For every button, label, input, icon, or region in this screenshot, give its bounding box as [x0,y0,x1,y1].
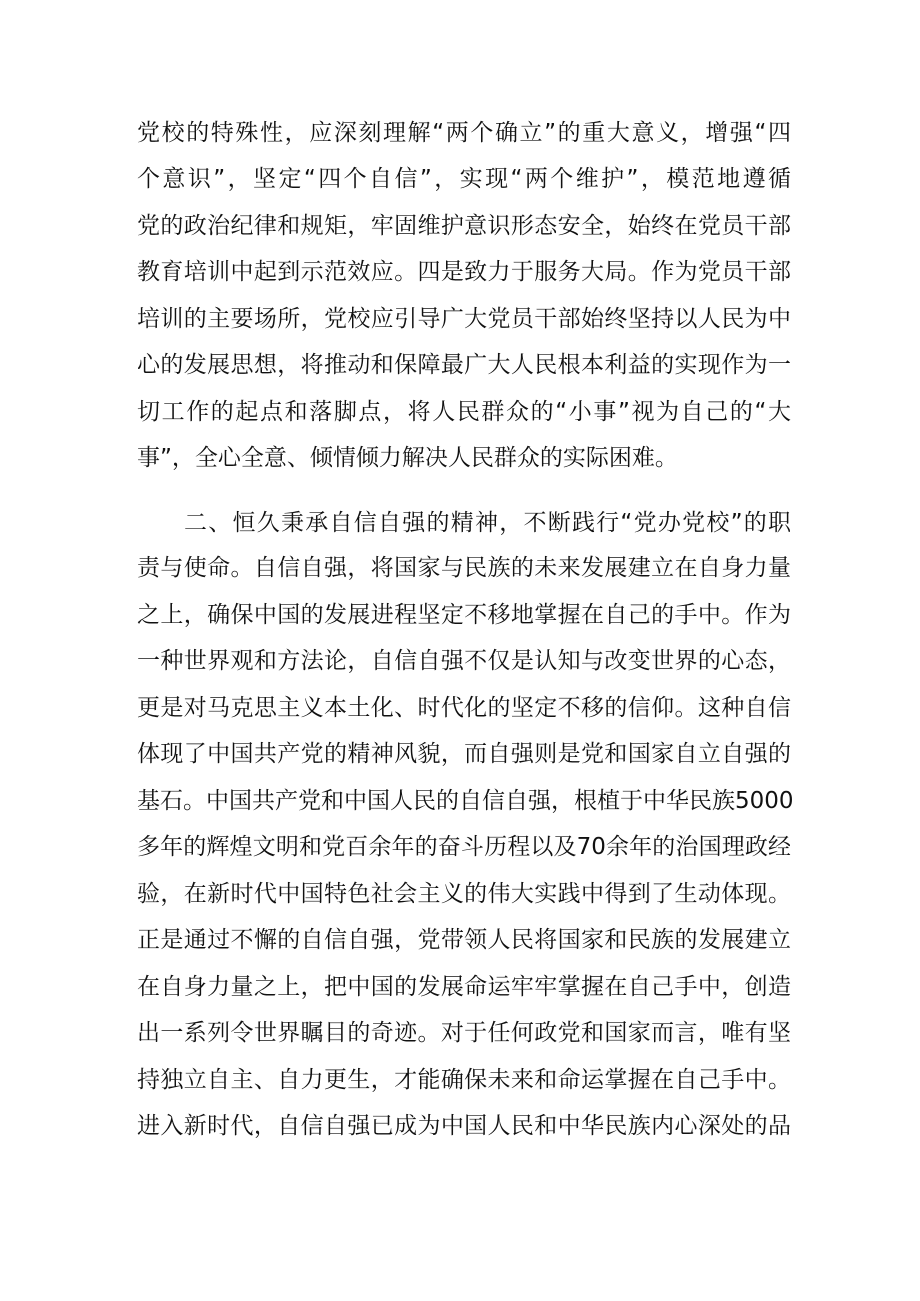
text-line: 进入新时代，自信自强已成为中国人民和中华民族内心深处的品 [137,1113,791,1139]
text-line: 体现了中国共产党的精神风貌，而自强则是党和国家自立自强的 [137,741,791,767]
text-line: 切工作的起点和落脚点，将人民群众的“小事”视为自己的“大 [137,399,791,425]
text-line: 基石。中国共产党和中国人民的自信自强，根植于中华民族5000 [137,788,794,814]
text-line: 责与使命。自信自强，将国家与民族的未来发展建立在自身力量 [137,555,791,581]
text-line: 个意识”，坚定“四个自信”，实现“两个维护”，模范地遵循 [137,166,791,192]
text-line: 党校的特殊性，应深刻理解“两个确立”的重大意义，增强“四 [137,120,791,146]
text-line: 一种世界观和方法论，自信自强不仅是认知与改变世界的心态， [137,648,791,674]
text-line: 党的政治纪律和规矩，牢固维护意识形态安全，始终在党员干部 [137,213,791,239]
text-line: 心的发展思想，将推动和保障最广大人民根本利益的实现作为一 [137,352,791,378]
text-line: 更是对马克思主义本土化、时代化的坚定不移的信仰。这种自信 [137,695,791,721]
text-line: 事”，全心全意、倾情倾力解决人民群众的实际困难。 [137,445,678,471]
text-line: 在自身力量之上，把中国的发展命运牢牢掌握在自己手中，创造 [137,974,791,1000]
text-line: 正是通过不懈的自信自强，党带领人民将国家和民族的发展建立 [137,927,791,953]
text-line: 培训的主要场所，党校应引导广大党员干部始终坚持以人民为中 [137,306,791,332]
text-line: 教育培训中起到示范效应。四是致力于服务大局。作为党员干部 [137,259,791,285]
paragraph-first-line: 二、恒久秉承自信自强的精神，不断践行“党办党校”的职 [184,510,791,536]
text-line: 多年的辉煌文明和党百余年的奋斗历程以及70余年的治国理政经 [137,834,791,860]
text-line: 持独立自主、自力更生，才能确保未来和命运掌握在自己手中。 [137,1067,791,1093]
text-line: 验，在新时代中国特色社会主义的伟大实践中得到了生动体现。 [137,881,791,907]
text-line: 之上，确保中国的发展进程坚定不移地掌握在自己的手中。作为 [137,602,791,628]
text-line: 出一系列令世界瞩目的奇迹。对于任何政党和国家而言，唯有坚 [137,1020,791,1046]
